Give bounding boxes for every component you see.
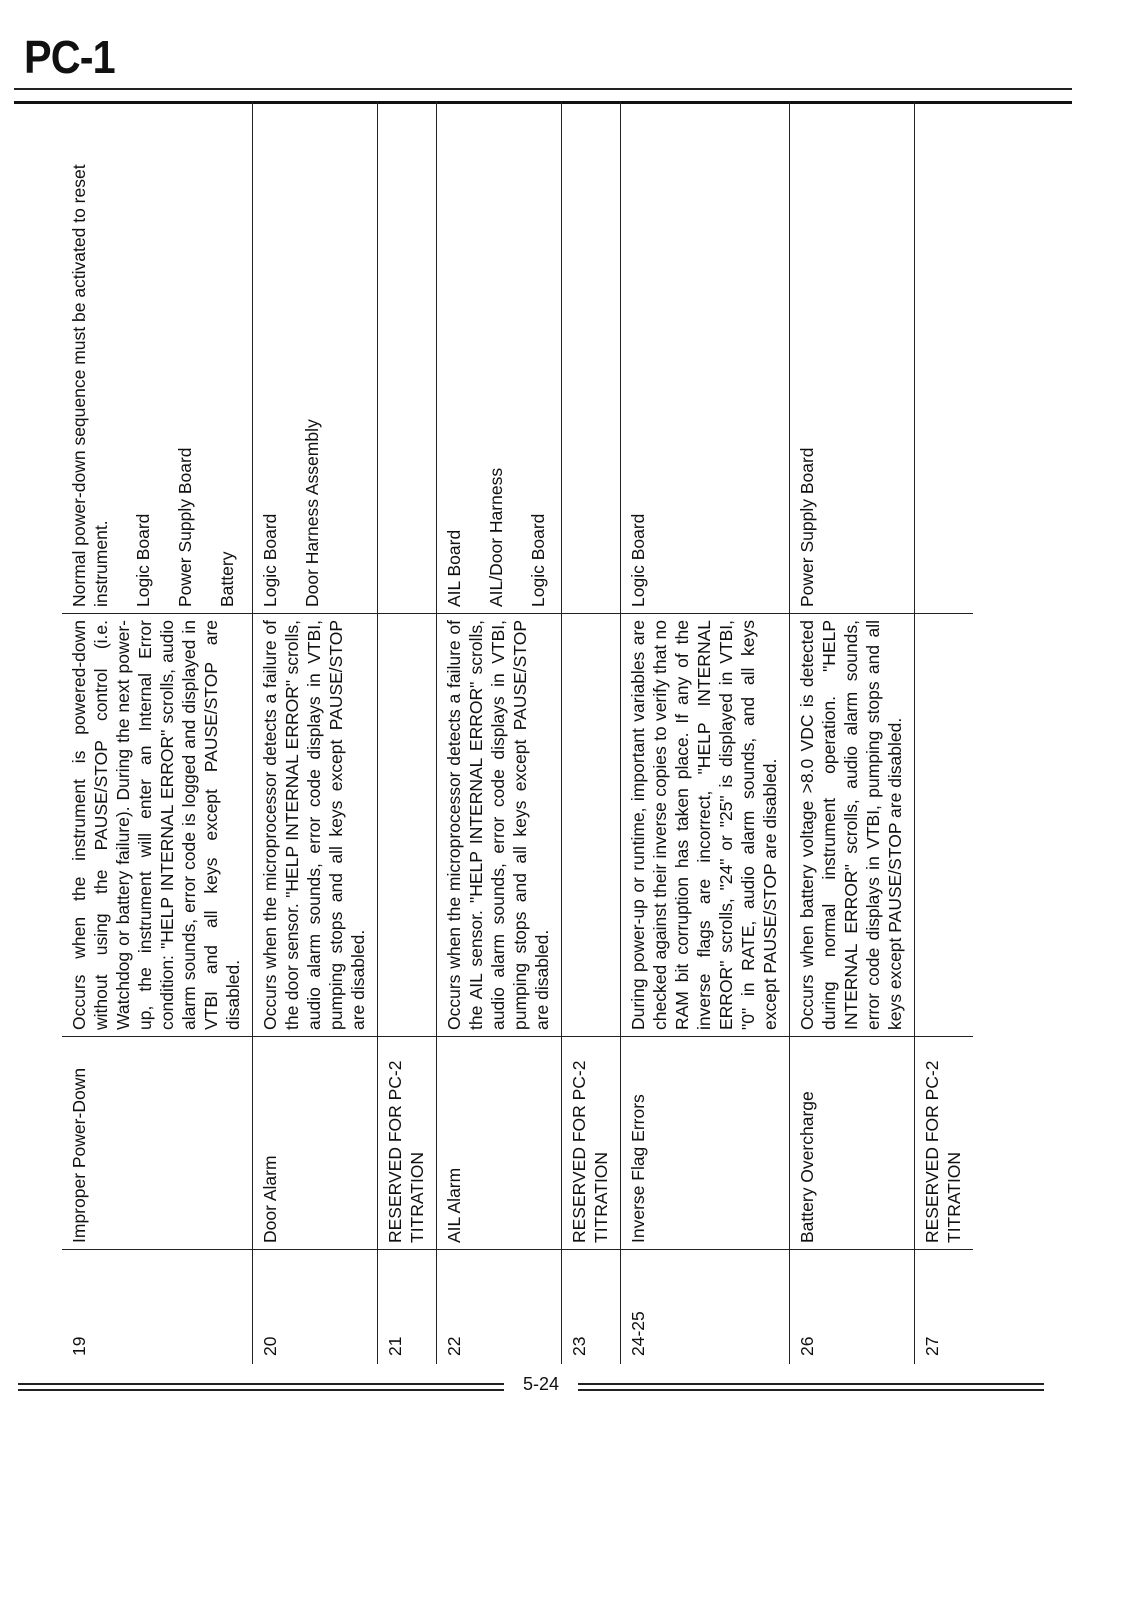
action-item: Logic Board: [133, 513, 153, 607]
error-code: 19: [69, 1336, 89, 1356]
corrective-actions: [621, 101, 790, 614]
footer-rule: [18, 1383, 504, 1385]
table-row: [62, 101, 253, 1364]
error-condition: Door Alarm: [253, 1037, 378, 1250]
header-rule-thin: [14, 88, 1072, 90]
table-row: [790, 101, 915, 1364]
page-number: 5-24: [522, 1374, 560, 1394]
error-code: 26: [790, 1250, 915, 1365]
action-item: Door Harness Assembly: [302, 419, 322, 607]
error-description: [915, 614, 974, 1037]
action-item: Logic Board: [628, 513, 648, 607]
corrective-actions: [437, 101, 562, 614]
footer-rule: [18, 1389, 504, 1391]
error-code: 27: [915, 1250, 974, 1365]
table-row: [378, 101, 437, 1364]
error-description: Occurs when the microprocessor detects a failure of the AIL sensor. "HELP INTERNAL ERROR" scrolls, audio alarm sounds, error code displays in VTBI, pumping stops and all keys except PAUSE/STOP are disabled.: [437, 614, 562, 1037]
error-code: 24-25: [621, 1250, 790, 1365]
error-code: 21: [378, 1250, 437, 1365]
action-item: Power Supply Board: [175, 447, 195, 607]
error-code: 22: [437, 1250, 562, 1365]
error-condition: RESERVED FOR PC-2 TITRATION: [378, 1037, 437, 1250]
error-description: Occurs when the instrument is powered-down without using the PAUSE/STOP control (i.e. Watchdog or battery failure). During the next power-up, the instrument will enter an Internal Error condition: "HELP INTERNAL ERROR" scrolls, audio alarm sounds, error code is logged and displayed in VTBI and all keys except PAUSE/STOP are disabled.: [62, 614, 253, 1037]
table-row: [437, 101, 562, 1364]
action-item: AIL Board: [444, 529, 464, 607]
action-item: Logic Board: [528, 513, 548, 607]
action-item: Logic Board: [260, 513, 280, 607]
error-description: [562, 614, 621, 1037]
error-condition: RESERVED FOR PC-2 TITRATION: [915, 1037, 974, 1250]
corrective-actions: [378, 101, 437, 614]
error-condition: RESERVED FOR PC-2 TITRATION: [562, 1037, 621, 1250]
error-condition: AIL Alarm: [437, 1037, 562, 1250]
error-description: Occurs when battery voltage >8.0 VDC is detected during normal instrument operation. "HELP INTERNAL ERROR" scrolls, audio alarm sounds, error code displays in VTBI, pumping stops and all keys except PAUSE/STOP are disabled.: [790, 614, 915, 1037]
corrective-actions: [915, 101, 974, 614]
model-title: PC-1: [24, 31, 115, 83]
footer-rule: [578, 1389, 1044, 1391]
table-row: [915, 101, 974, 1364]
footer-rule: [578, 1383, 1044, 1385]
error-code-table: [62, 101, 973, 1364]
error-code: 23: [562, 1250, 621, 1365]
table-row: [253, 101, 378, 1364]
error-description: [378, 614, 437, 1037]
error-condition: Inverse Flag Errors: [621, 1037, 790, 1250]
error-description: Occurs when the microprocessor detects a failure of the door sensor. "HELP INTERNAL ERROR" scrolls, audio alarm sounds, error code displays in VTBI, pumping stops and all keys except PAUSE/STOP are disabled.: [253, 614, 378, 1037]
table-row: [562, 101, 621, 1364]
table-row: [621, 101, 790, 1364]
corrective-actions: [562, 101, 621, 614]
error-code-table-rotated: [62, 124, 1022, 1364]
error-condition: Improper Power-Down: [62, 1037, 253, 1250]
corrective-actions: [790, 101, 915, 614]
action-item: Battery: [217, 551, 237, 607]
action-item: AIL/Door Harness: [486, 467, 506, 607]
action-item: Power Supply Board: [797, 447, 817, 607]
corrective-actions: [253, 101, 378, 614]
action-item: Normal power-down sequence must be activated to reset instrument.: [69, 164, 111, 607]
error-code: 20: [253, 1250, 378, 1365]
error-condition: Battery Overcharge: [790, 1037, 915, 1250]
error-description: During power-up or runtime, important variables are checked against their inverse copies to verify that no RAM bit corruption has taken place. If any of the inverse flags are incorrect, "HELP INTERNAL ERROR" scrolls, "24" or "25" is displayed in VTBI, "0" in RATE, audio alarm sounds, and all keys except PAUSE/STOP are disabled.: [621, 614, 790, 1037]
corrective-actions: [62, 101, 253, 614]
